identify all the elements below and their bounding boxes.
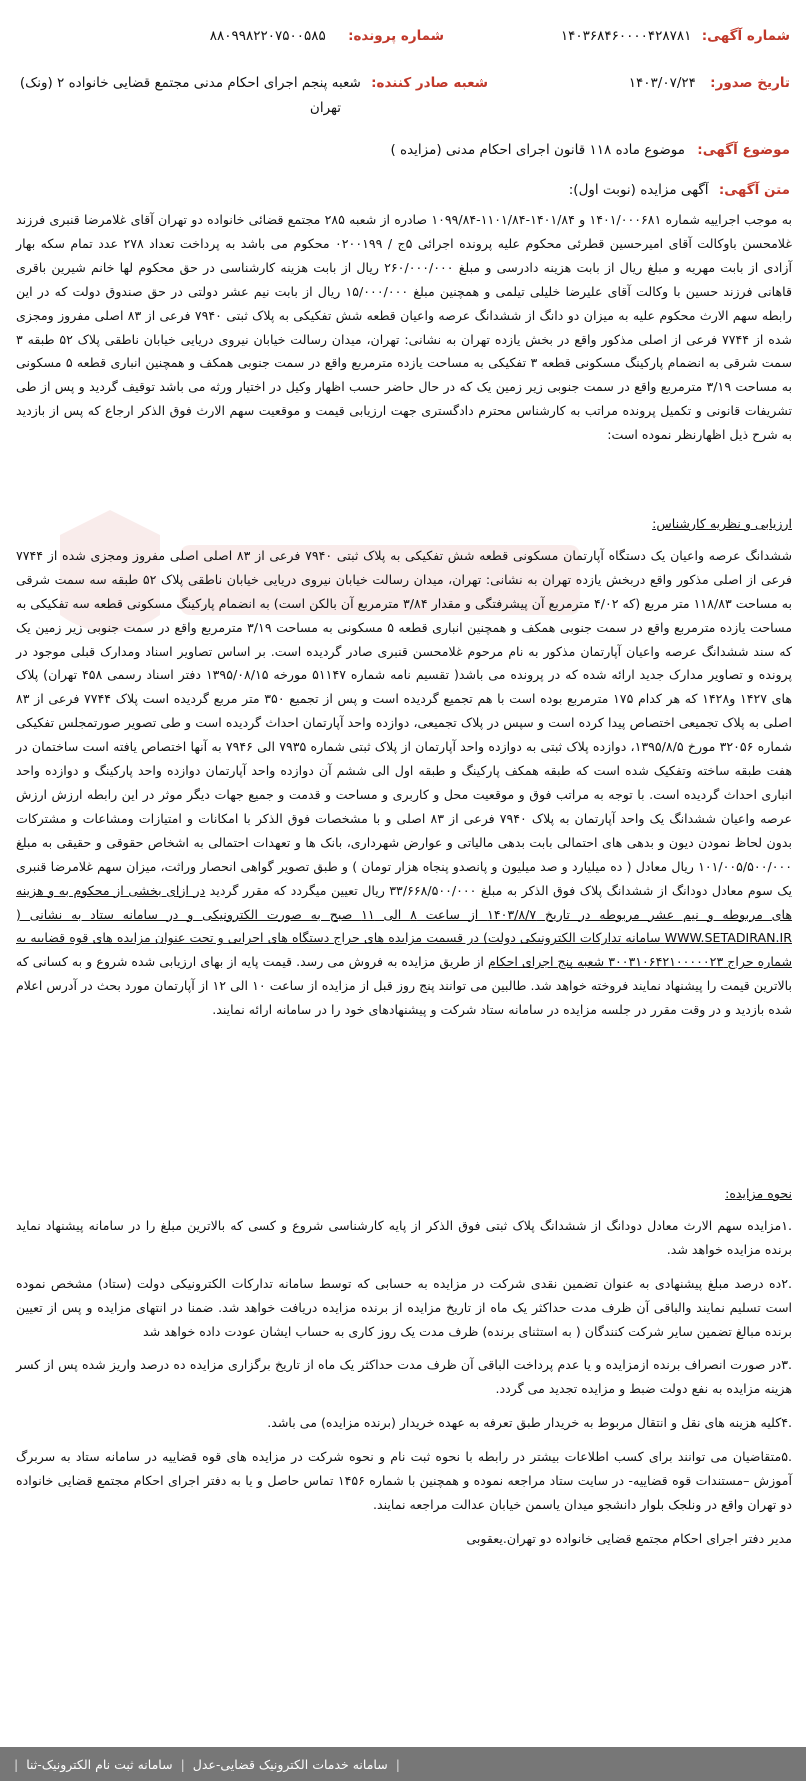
subject-label: موضوع آگهی: bbox=[697, 142, 790, 158]
footer-separator: | bbox=[180, 1756, 185, 1772]
footer-links bbox=[14, 1757, 400, 1772]
footer-separator: | bbox=[14, 1756, 19, 1772]
valuation-section bbox=[16, 512, 792, 1022]
issue-date-value: ۱۴۰۳/۰۷/۲۴ bbox=[628, 75, 696, 91]
ad-number-label: شماره آگهی: bbox=[701, 28, 790, 44]
method-item-4: .۴کلیه هزینه های نقل و انتقال مربوط به خریدار طبق تعرفه به عهده خریدار (برنده مزایده) می باشد. bbox=[267, 1415, 792, 1431]
issuer-label: شعبه صادر کننده: bbox=[371, 75, 488, 91]
method-item-1: .۱مزایده سهم الارث معادل دودانگ از ششدانگ پلاک ثبتی فوق الذکر از پایه کارشناسی شروع و کسی که بالاترین مبلغ را در سامانه پیشنهاد نماید برنده مزایده خواهد شد. bbox=[16, 1217, 792, 1257]
footer-bar bbox=[0, 1747, 806, 1781]
case-number-label: شماره پرونده: bbox=[348, 28, 444, 44]
text-label: متن آگهی: bbox=[718, 182, 790, 198]
issuer-line2: تهران bbox=[309, 100, 341, 116]
main-paragraph bbox=[16, 208, 792, 447]
ad-number-row bbox=[561, 26, 790, 46]
text-row bbox=[569, 180, 790, 200]
case-number-value: ۸۸۰۹۹۸۲۲۰۷۵۰۰۵۸۵ bbox=[209, 28, 326, 44]
auction-info-end: از طریق مزایده به فروش می رسد. قیمت پایه از بهای ارزیابی شده شروع و به کسانی که بالاترین قیمت را پیشنهاد نمایند فروخته خواهد شد. طالبین می توانند پنج روز قبل از مزایده از ساعت ۱۰ الی ۱۲ از آپارتمان مورد بحث در آدرس اعلام شده بازدید و در وقت مقرر در جلسه مزایده در سامانه ستاد شرکت و پیشنهادهای خود را در سامانه ارائه نمایند. bbox=[16, 954, 792, 1018]
case-number-row bbox=[210, 26, 444, 46]
execution-paragraph: به موجب اجراییه شماره ۱۴۰۱/۰۰۰۶۸۱ و ۱۴۰۱/۸۴-۱۱۰۱/۸۴-۱۰۹۹/۸۴ صادره از شعبه ۲۸۵ مجتمع قضائی خانواده دو تهران آقای غلامرضا قنبری فرزند غلامحسن باوکالت آقای امیرحسین قطرئی محکوم علیه پرونده اجرائی ۵ج / ۰۲۰۰۱۹۹ محکوم می باشد به پرداخت تعداد ۲۷۸ عدد تمام سکه بهار آزادی از بابت مهریه و مبلغ ریال از بابت هزینه دادرسی و مبلغ ۲۶۰/۰۰۰/۰۰۰ ریال از بابت هزینه کارشناسی در حق محکوم لها خانم شیرین باقری قاهانی فرزند حسین با وکالت آقای علیرضا خلیلی تیلمی و همچنین مبلغ ۱۵/۰۰۰/۰۰۰ ریال از بابت نیم عشر دولتی در حق صندوق دولت که در این رابطه سهم الارث محکوم علیه به میزان دو دانگ از ششدانگ عرصه واعیان قطعه شش تفکیکی به پلاک ثبتی ۷۹۴۰ فرعی از ۸۳ اصلی مفروز ومجزی شده از ۷۷۴۴ فرعی از اصلی مذکور واقع در بخش یازده تهران به نشانی: تهران، میدان رسالت خیابان نیروی دریایی خیابان ناطقی پلاک ۵۲ طبقه ۳ سمت شرقی به انضمام پارکینگ مسکونی قطعه ۳ تفکیکی به مساحت یازده مترمربع واقع در سمت جنوبی همکف و همچنین انباری قطعه ۵ مسکونی به مساحت ۳/۱۹ مترمربع واقع در سمت جنوبی زیر زمین یک که در حال حاضر حسب اظهار وکیل در اختیار ورثه می باشد توقیف گردید و پس از طی تشریفات قانونی و تکمیل پرونده مراتب به کارشناس محترم دادگستری جهت ارزیابی قیمت و موقعیت سهم الارث فوق الذکر ارجاع که پس از بازدید به شرح ذیل اظهارنظر نموده است: bbox=[16, 212, 793, 443]
footer-separator: | bbox=[395, 1756, 400, 1772]
issue-date-row bbox=[629, 73, 790, 93]
valuation-title: ارزیابی و نظریه کارشناس: bbox=[652, 516, 792, 531]
issuer-value: شعبه پنجم اجرای احکام مدنی مجتمع قضایی خانواده ۲ (ونک) bbox=[19, 75, 361, 91]
subject-value: موضوع ماده ۱۱۸ قانون اجرای احکام مدنی (مزایده ) bbox=[390, 142, 685, 158]
footer-link-eadl[interactable]: سامانه خدمات الکترونیک قضایی-عدل bbox=[192, 1756, 388, 1772]
issue-date-label: تاریخ صدور: bbox=[710, 75, 790, 91]
footer-link-sana[interactable]: سامانه ثبت نام الکترونیک-ثنا bbox=[26, 1756, 173, 1772]
valuation-text: ششدانگ عرصه واعیان یک دستگاه آپارتمان مسکونی قطعه شش تفکیکی به پلاک ثبتی ۷۹۴۰ فرعی از ۸۳ اصلی اصلی مفروز ومجزی شده از ۷۷۴۴ فرعی از اصلی مذکور واقع دربخش یازده تهران به نشانی: تهران، میدان رسالت خیابان نیروی دریایی خیابان ناطقی پلاک ۵۲ طبقه سه سمت شرقی به مساحت ۱۱۸/۸۳ متر مربع (که ۴/۰۲ مترمربع آن پیشرفتگی و مقدار ۳/۸۴ مترمربع آن بالکن است) به انضمام پارکینگ مسکونی قطعه سه تفکیکی به مساحت یازده مترمربع واقع در سمت جنوبی همکف و همچنین انباری قطعه ۵ مسکونی به مساحت ۳/۱۹ مترمربع واقع در سمت جنوبی زیر زمین یک که سند ششدانگ عرصه واعیان آپارتمان مذکور به نام مرحوم غلامحسن قنبری صادر گردیده است. بر اساس تصاویر اسناد ومدارک قبلی موجود در پرونده و تصاویر مدارک جدید ارائه شده که در پرونده می باشد( تقسیم نامه شماره ۵۱۱۴۷ مورخه ۱۳۹۵/۰۸/۱۵ دفتر اسناد رسمی ۴۵۸ تهران) پلاک های ۱۴۲۷ و۱۴۲۸ که هر کدام ۱۷۵ مترمربع بوده است با هم تجمیع گردیده است و پس از تجمیع ۳۵۰ متر مربع گردیده است پلاک ۷۷۴۴ فرعی از ۸۳ اصلی به پلاک تجمیعی اختصاص پیدا کرده است و سپس در پلاک تجمیعی، دوازده واحد آپارتمان احداث گردیده است و طی تصویر صورتمجلس تفکیکی شماره ۳۲۰۵۶ مورخ ۱۳۹۵/۸/۵، دوازده پلاک ثبتی به دوازده واحد آپارتمان از پلاک ثبتی شماره ۷۹۳۵ الی ۷۹۴۶ به آنها اختصاص یافته است ساختمان در هفت طبقه ساخته وتفکیک شده است که طبقه همکف پارکینگ و طبقه اول الی ششم آن دوازده واحد آپارتمان دوازده واحد پارکینگ و دوازده واحد انباری احداث گردیده است. با توجه به مراتب فوق و موقعیت محل و کاربری و مساحت و قدمت و جمیع جهات دیگر موثر در این رابطه ارزش ارزش عرصه واعیان ششدانگ یک واحد آپارتمان به پلاک ۷۹۴۰ فرعی از ۸۳ اصلی و با مشخصات فوق الذکر با امکانات و امتیازات ومشاعات و مشترکات بدون لحاظ نمودن دیون و بدهی های احتمالی بابت بدهی مالیاتی و عوارض شهرداری، بانک ها و تعهدات احتمالی به اشخاص حقوقی و حقیقی به مبلغ ۱۰۱/۰۰۵/۵۰۰/۰۰۰ ریال معادل ( ده میلیارد و صد میلیون و پانصدو پنجاه هزار تومان ) و طبق تصویر گواهی انحصار وراثت، میزان سهم غلامرضا قنبری یک سوم معادل دودانگ از ششدانگ پلاک فوق الذکر به مبلغ ۳۳/۶۶۸/۵۰۰/۰۰۰ ریال تعیین میگردد که مقرر گردید bbox=[16, 547, 793, 898]
ad-number-value: ۱۴۰۳۶۸۴۶۰۰۰۰۴۲۸۷۸۱ bbox=[560, 28, 692, 44]
issuer-row bbox=[20, 73, 488, 93]
method-item-2: .۲ده درصد مبلغ پیشنهادی به عنوان تضمین نقدی شرکت در مزایده به حسابی که توسط سامانه تدارکات الکترونیکی دولت (ستاد) مشخص نموده است تسلیم نمایند والباقی آن ظرف مدت حداکثر یک ماه از تاریخ مزایده از برنده مزایده دریافت خواهد شد. ضمنا در انتهای مزایده و پس از تعیین برنده مبالغ تضمین سایر شرکت کنندگان ( به استثنای برنده) ظرف مدت یک روز کاری به حساب ایشان عودت داده خواهد شد bbox=[16, 1275, 792, 1339]
method-item-3: .۳در صورت انصراف برنده ازمزایده و یا عدم پرداخت الباقی آن ظرف مدت حداکثر یک ماه از تاریخ برگزاری مزایده ده درصد واریز شده پس از کسر هزینه مزایده به نفع دولت ضبط و مزایده تجدید می گردد. bbox=[16, 1357, 792, 1397]
signature: مدیر دفتر اجرای احکام مجتمع قضایی خانواده دو تهران.یعقوبی bbox=[466, 1530, 792, 1546]
method-item-5: .۵متقاضیان می توانند برای کسب اطلاعات بیشتر در رابطه با نحوه ثبت نام و نحوه شرکت در مزایده های قوه قضاییه در سامانه ستاد به سربرگ آموزش –مستندات قوه قضاییه- در سایت ستاد مراجعه نموده و همچنین با شماره ۱۴۵۶ تماس حاصل و یا به دفتر اجرای احکام مجتمع قضایی خانواده دو تهران واقع در ونلجک بلوار دانشجو میدان یاسمن خیابان عدالت مراجعه نمایند. bbox=[16, 1449, 792, 1512]
method-title: نحوه مزایده: bbox=[725, 1186, 792, 1201]
auction-info-underlined: در ازای بخشی از محکوم به و هزینه های مربوطه و نیم عشر مربوطه در تاریخ ۱۴۰۳/۸/۷ از ساعت ۸ الی ۱۱ صبح به صورت الکترونیکی و در سامانه ستاد به نشانی ( WWW.SETADIRAN.IR سامانه تدارکات الکترونیکی دولت) در قسمت مزایده های حراج دستگاه های اجرایی و تحت عنوان مزایده های قوه قضاییه به شماره حراج ۳۰۰۳۱۰۶۴۲۱۰۰۰۰۰۲۳ شعبه پنج اجرای احکام bbox=[16, 882, 793, 970]
subject-row bbox=[390, 140, 790, 160]
text-title: آگهی مزایده (نوبت اول): bbox=[568, 182, 709, 198]
method-section bbox=[16, 1182, 792, 1551]
